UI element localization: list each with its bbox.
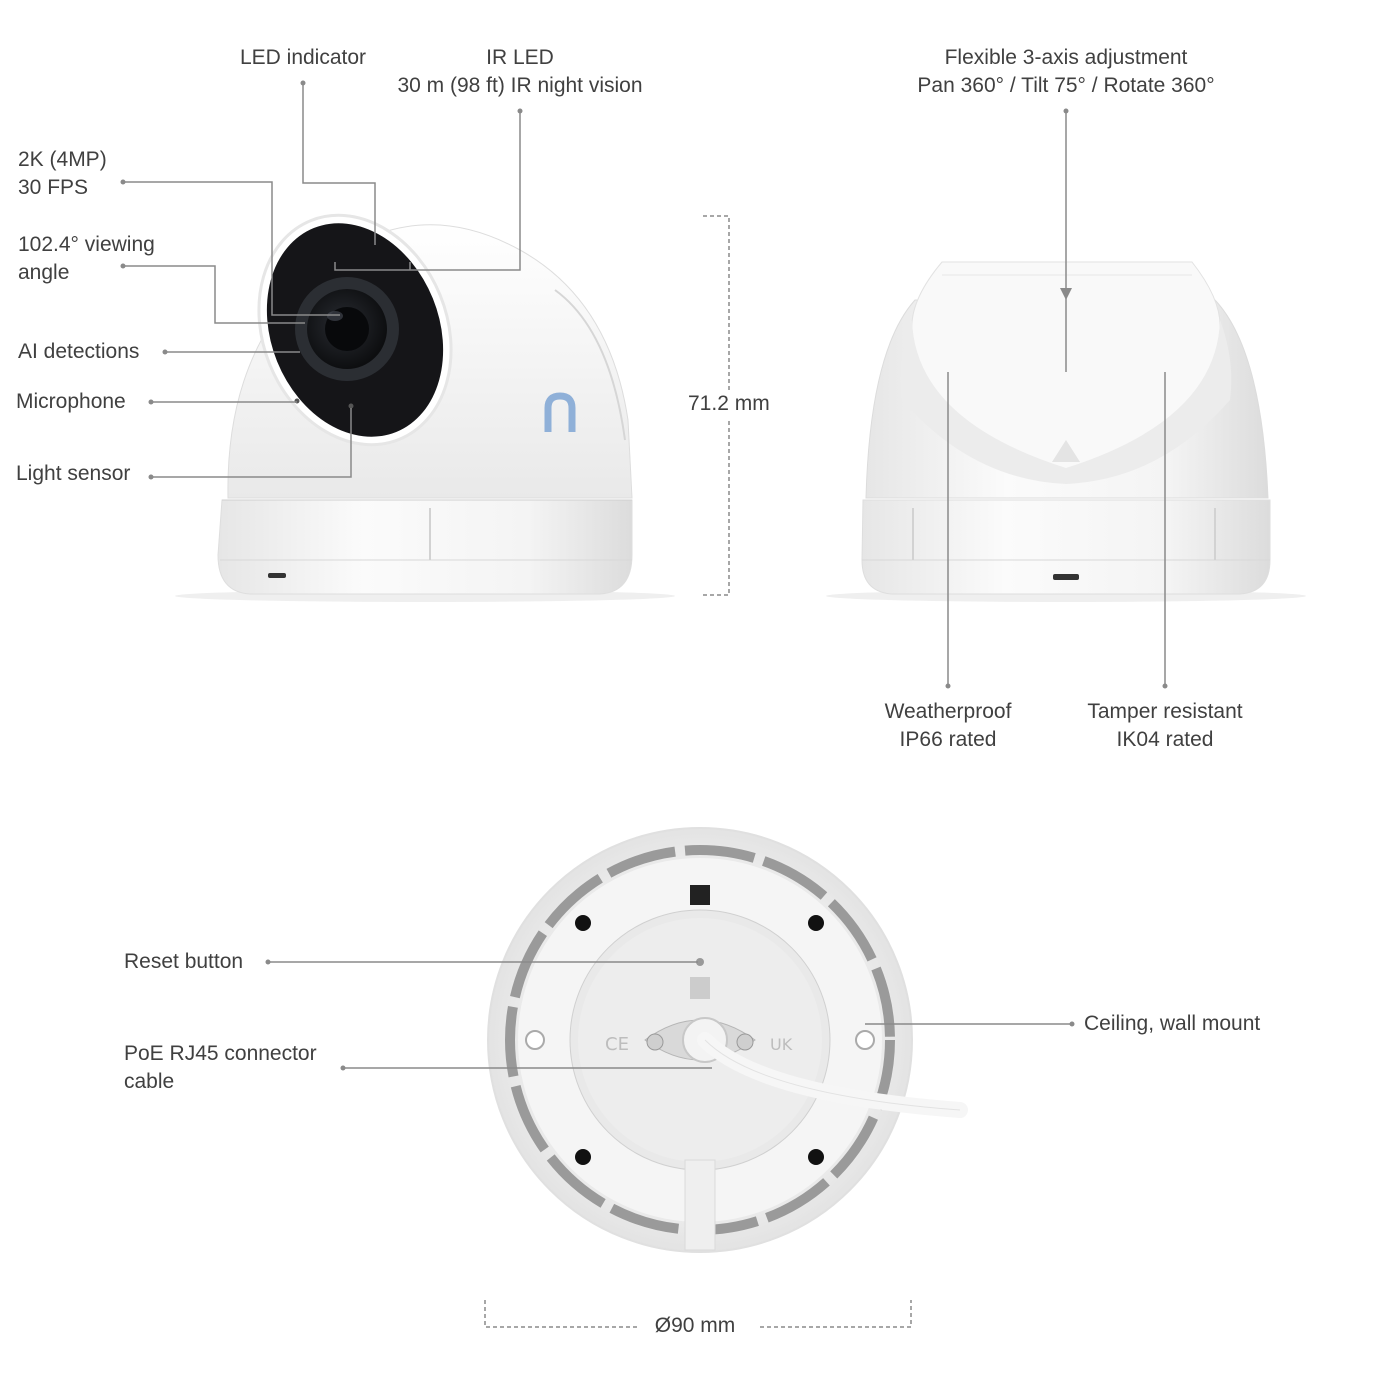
ai-detections-label: [18, 338, 139, 366]
tamper-resistant-label: [1065, 698, 1265, 754]
adjustment-label: [866, 44, 1266, 100]
bottom-camera-illustration: [488, 828, 960, 1252]
microphone-line: Microphone: [16, 390, 126, 413]
height-dimension-label: 71.2 mm: [686, 390, 772, 418]
led-indicator-label: [218, 44, 388, 72]
resolution-label: [18, 146, 107, 202]
reset-button-line: Reset button: [124, 950, 244, 973]
led-indicator-line: LED indicator: [239, 46, 367, 69]
light-sensor-label: [16, 460, 130, 488]
resolution-line-2: 30 FPS: [18, 176, 89, 199]
viewing-angle-line-2: angle: [18, 261, 70, 284]
viewing-angle-label: [18, 231, 155, 287]
ir-led-label: [370, 44, 670, 100]
poe-connector-line-1: PoE RJ45 connector: [124, 1042, 317, 1065]
light-sensor-line: Light sensor: [16, 462, 131, 485]
weatherproof-line-1: Weatherproof: [884, 700, 1012, 723]
ir-led-line-1: IR LED: [486, 46, 554, 69]
weatherproof-label: [860, 698, 1036, 754]
ai-detections-line: AI detections: [18, 340, 140, 363]
svg-text:CE: CE: [605, 1034, 629, 1055]
poe-connector-line-2: cable: [124, 1070, 175, 1093]
diameter-dimension-label: Ø90 mm: [654, 1314, 736, 1337]
svg-text:UK: UK: [770, 1035, 793, 1054]
ir-led-line-2: 30 m (98 ft) IR night vision: [397, 74, 643, 97]
resolution-line-1: 2K (4MP): [18, 148, 107, 171]
poe-connector-label: [124, 1040, 317, 1096]
tamper-resistant-line-1: Tamper resistant: [1087, 700, 1243, 723]
mount-line: Ceiling, wall mount: [1084, 1012, 1261, 1035]
adjustment-line-1: Flexible 3-axis adjustment: [944, 46, 1188, 69]
tamper-resistant-line-2: IK04 rated: [1116, 728, 1214, 751]
mount-label: [1084, 1010, 1260, 1038]
adjustment-line-2: Pan 360° / Tilt 75° / Rotate 360°: [917, 74, 1215, 97]
viewing-angle-line-1: 102.4° viewing: [18, 233, 155, 256]
front-camera-illustration: [175, 186, 675, 602]
microphone-label: [16, 388, 126, 416]
weatherproof-line-2: IP66 rated: [899, 728, 997, 751]
reset-button-label: [124, 948, 243, 976]
